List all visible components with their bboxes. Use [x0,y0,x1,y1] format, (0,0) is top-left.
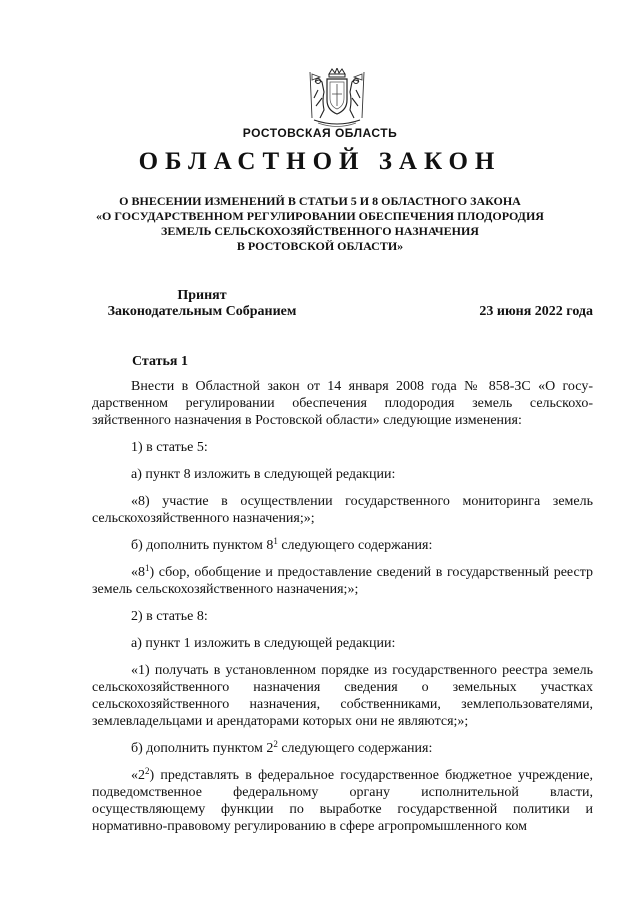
emblem-drawing [300,68,374,128]
article-body [92,378,593,845]
paragraph: а) пункт 1 изложить в следующей редакции: [131,636,396,651]
region-name: РОСТОВСКАЯ ОБЛАСТЬ [242,126,398,140]
superscript: 1 [145,563,150,573]
paragraph: 1) в статье 5: [131,440,208,455]
adopting-body: Законодательным Собранием [107,304,297,319]
paragraph-text: «2 [131,768,145,783]
superscript: 2 [145,766,150,776]
paragraph-text: «8 [131,565,145,580]
law-title-line: О ВНЕСЕНИИ ИЗМЕНЕНИЙ В СТАТЬИ 5 И 8 ОБЛАСТНОГО ЗАКОНА [119,194,521,208]
paragraph-text: ) представлять в федеральное государственное бюджетное учреждение, подведомственное федеральному органу исполнительной власти, осуществляющему функции по выработке государственной политики и нормативно-правовому регулированию в сфере агропромышленного ком [92,768,593,834]
paragraph-text: следующего содержания: [277,538,433,553]
paragraph [92,537,593,554]
paragraph [92,767,593,835]
law-title [60,194,580,254]
paragraph-text: б) дополнить пунктом 2 [131,741,274,756]
law-title-line: В РОСТОВСКОЙ ОБЛАСТИ» [236,239,404,253]
document-type: ОБЛАСТНОЙ ЗАКОН [138,148,502,175]
adopted-label: Принят [177,288,227,303]
paragraph: «8) участие в осуществлении государственного мониторинга земель сельскохозяйственного назначения;»; [92,494,593,526]
paragraph: Внести в Областной закон от 14 января 2008 года № 858-ЗС «О государственном регулировании обеспечения плодородия земель сельскохозяйственного назначения в Ростовской области» следующие изменения: [92,379,593,428]
paragraph-text: следующего содержания: [277,741,433,756]
coat-of-arms-icon [300,68,374,128]
paragraph-text: б) дополнить пунктом 8 [131,538,274,553]
paragraph [92,740,593,757]
paragraph-text: ) сбор, обобщение и предоставление сведений в государственный реестр земель сельскохозяйственного назначения;»; [92,565,593,597]
superscript: 2 [273,739,278,749]
adoption-statement [92,288,312,320]
paragraph: а) пункт 8 изложить в следующей редакции: [131,467,396,482]
law-title-line: ЗЕМЕЛЬ СЕЛЬСКОХОЗЯЙСТВЕННОГО НАЗНАЧЕНИЯ [161,224,479,238]
adoption-date: 23 июня 2022 года [479,304,593,319]
article-heading: Статья 1 [132,354,188,369]
paragraph [92,564,593,598]
law-title-line: «О ГОСУДАРСТВЕННОМ РЕГУЛИРОВАНИИ ОБЕСПЕЧЕНИЯ ПЛОДОРОДИЯ [96,209,544,223]
superscript: 1 [273,536,278,546]
paragraph: 2) в статье 8: [131,609,208,624]
paragraph: «1) получать в установленном порядке из государственного реестра земель сельскохозяйственного назначения сведения о земельных участках сельскохозяйственного назначения, собственниками, землепользователями, землевладельцами и арендаторами которых они не являются;»; [92,663,593,729]
